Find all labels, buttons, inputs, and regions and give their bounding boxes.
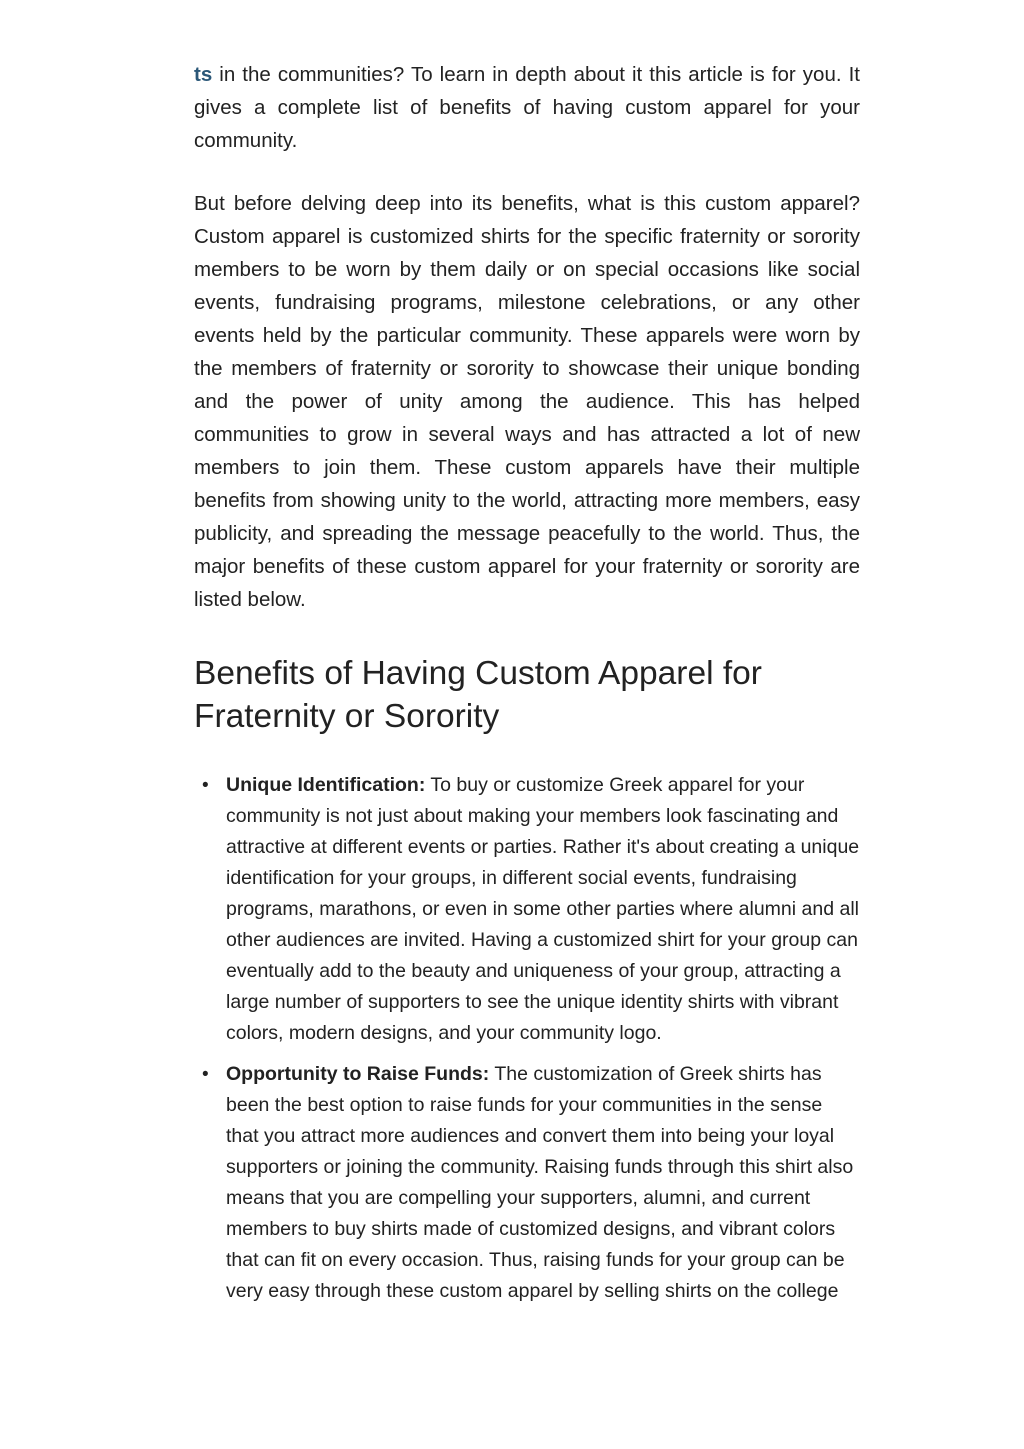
benefit-text: The customization of Greek shirts has been the best option to raise funds for your communities in the sense that you attract more audiences and convert them into being your loyal supporters or joining the community. Raising funds through this shirt also means that you are compelling your supporters, alumni, and current members to buy shirts made of customized designs, and vibrant colors that can fit on every occasion. Thus, raising funds for your group can be very easy through these custom apparel by selling shirts on the college	[226, 1063, 854, 1302]
intro-text: in the communities? To learn in depth about it this article is for you. It gives a complete list of benefits of having custom apparel for your community.	[194, 63, 860, 152]
benefit-term: Opportunity to Raise Funds:	[226, 1063, 490, 1085]
article-body	[194, 58, 860, 1307]
bullet-icon: •	[202, 1064, 209, 1085]
benefits-list	[194, 770, 860, 1307]
intro-paragraph	[194, 58, 860, 157]
bullet-icon: •	[202, 775, 209, 796]
benefit-term: Unique Identification:	[226, 774, 426, 796]
definition-paragraph: But before delving deep into its benefits, what is this custom apparel? Custom apparel is customized shirts for the specific fraternity or sorority members to be worn by them daily or on special occasions like social events, fundraising programs, milestone celebrations, or any other events held by the particular community. These apparels were worn by the members of fraternity or sorority to showcase their unique bonding and the power of unity among the audience. This has helped communities to grow in several ways and has attracted a lot of new members to join them. These custom apparels have their multiple benefits from showing unity to the world, attracting more members, easy publicity, and spreading the message peacefully to the world. Thus, the major benefits of these custom apparel for your fraternity or sorority are listed below.	[194, 192, 860, 611]
list-item	[202, 1059, 860, 1307]
continued-link[interactable]: ts	[194, 63, 213, 86]
list-item	[202, 770, 860, 1049]
benefit-text: To buy or customize Greek apparel for your community is not just about making your members look fascinating and attractive at different events or parties. Rather it's about creating a unique identification for your groups, in different social events, fundraising programs, marathons, or even in some other parties where alumni and all other audiences are invited. Having a customized shirt for your group can eventually add to the beauty and uniqueness of your group, attracting a large number of supporters to see the unique identity shirts with vibrant colors, modern designs, and your community logo.	[226, 774, 860, 1044]
section-heading: Benefits of Having Custom Apparel for Fraternity or Sorority	[194, 655, 762, 735]
